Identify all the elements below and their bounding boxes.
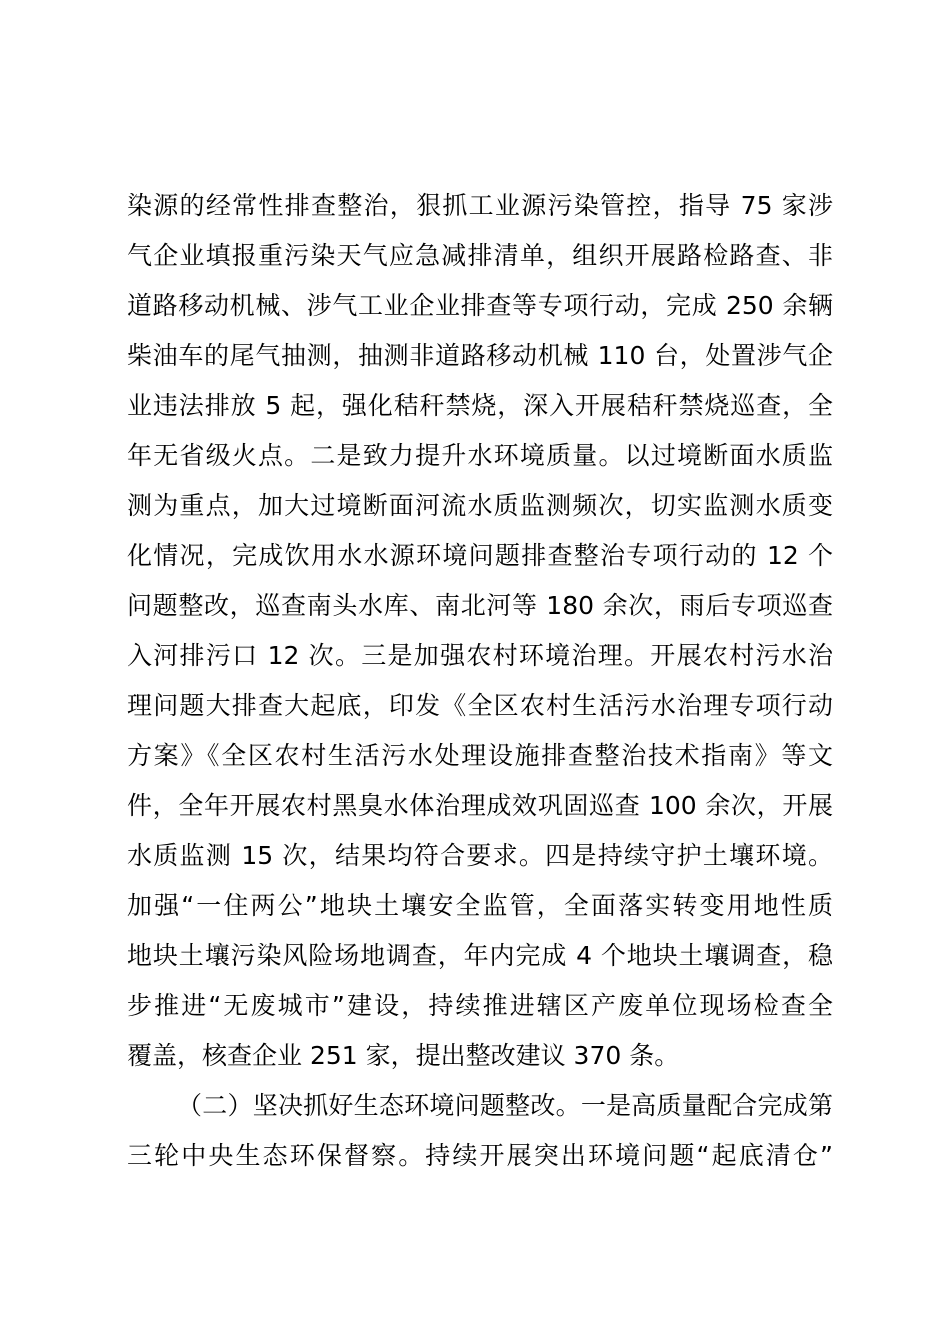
body-text-line: 理问题大排查大起底，印发《全区农村生活污水治理专项行动 (127, 691, 833, 720)
body-text-line: 地块土壤污染风险场地调查，年内完成 4 个地块土壤调查，稳 (127, 941, 833, 970)
body-text-line: 化情况，完成饮用水水源环境问题排查整治专项行动的 12 个 (127, 541, 833, 570)
body-text-line: 业违法排放 5 起，强化秸秆禁烧，深入开展秸秆禁烧巡查，全 (127, 391, 833, 420)
body-text-line: 步推进“无废城市”建设，持续推进辖区产废单位现场检查全 (127, 991, 833, 1020)
body-text-line: 三轮中央生态环保督察。持续开展突出环境问题“起底清仓” (127, 1141, 833, 1170)
body-text-line: 柴油车的尾气抽测，抽测非道路移动机械 110 台，处置涉气企 (127, 341, 833, 370)
body-text-line: 水质监测 15 次，结果均符合要求。四是持续守护土壤环境。 (127, 841, 833, 870)
body-text-line: 测为重点，加大过境断面河流水质监测频次，切实监测水质变 (127, 491, 833, 520)
section-heading-line: （二）坚决抓好生态环境问题整改。一是高质量配合完成第 (177, 1091, 833, 1120)
body-text-line: 件，全年开展农村黑臭水体治理成效巩固巡查 100 余次，开展 (127, 791, 833, 820)
body-text-line: 年无省级火点。二是致力提升水环境质量。以过境断面水质监 (127, 441, 833, 470)
body-text-line: 方案》《全区农村生活污水处理设施排查整治技术指南》等文 (127, 741, 833, 770)
body-text-line: 覆盖，核查企业 251 家，提出整改建议 370 条。 (127, 1041, 680, 1070)
body-text-line: 道路移动机械、涉气工业企业排查等专项行动，完成 250 余辆 (127, 291, 833, 320)
body-text-line: 气企业填报重污染天气应急减排清单，组织开展路检路查、非 (127, 241, 833, 270)
body-text-line: 加强“一住两公”地块土壤安全监管，全面落实转变用地性质 (127, 891, 833, 920)
body-text-line: 入河排污口 12 次。三是加强农村环境治理。开展农村污水治 (127, 641, 833, 670)
body-text-line: 染源的经常性排查整治，狠抓工业源污染管控，指导 75 家涉 (127, 191, 833, 220)
body-text-line: 问题整改，巡查南头水库、南北河等 180 余次，雨后专项巡查 (127, 591, 833, 620)
